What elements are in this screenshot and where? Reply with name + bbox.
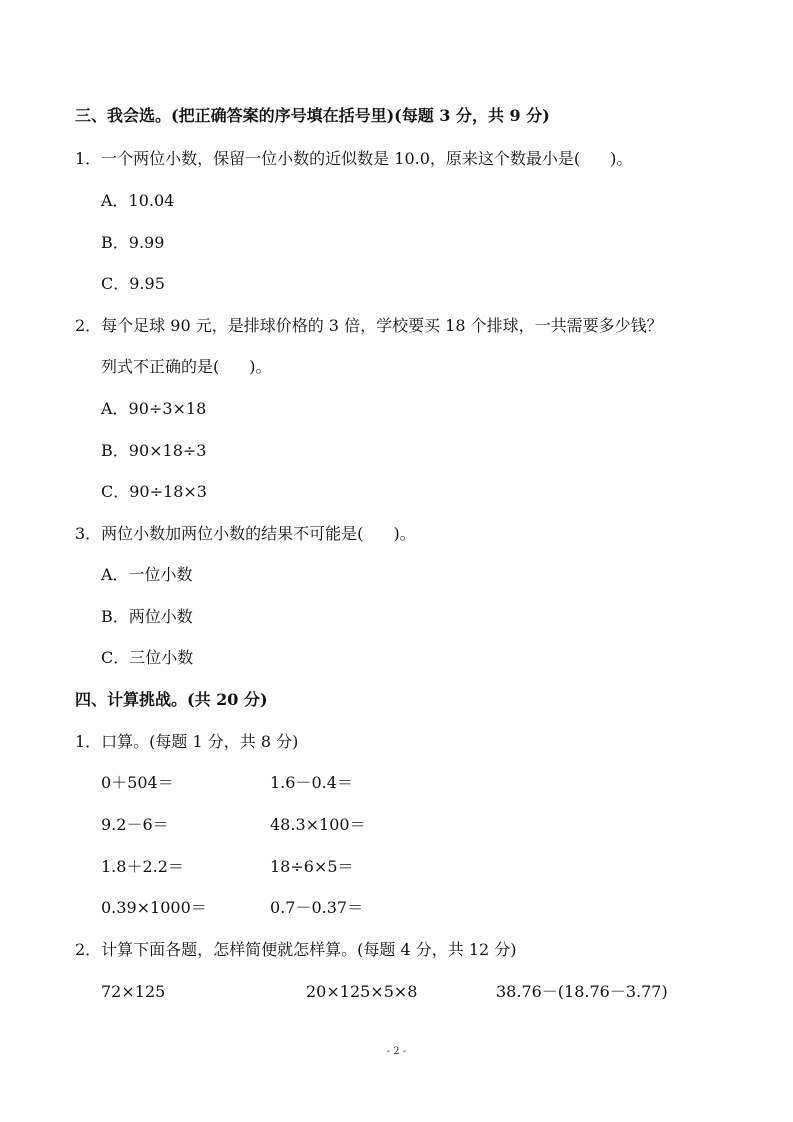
question-2-stem-cont-text: 列式不正确的是( — [101, 357, 220, 376]
question-1-option-b: B．9.99 — [101, 233, 165, 252]
question-3-stem — [75, 523, 416, 545]
mental-math-item: 1.8＋2.2＝ — [101, 857, 184, 876]
question-2-option-c: C．90÷18×3 — [101, 482, 207, 501]
question-2-option-b: B．90×18÷3 — [101, 441, 207, 460]
mental-math-item: 1.6－0.4＝ — [270, 773, 353, 792]
question-1-stem-text: 1．一个两位小数，保留一位小数的近似数是 10.0，原来这个数最小是( — [75, 149, 581, 168]
calc-problem: 38.76－(18.76－3.77) — [496, 982, 668, 1001]
question-1-option-c: C．9.95 — [101, 274, 165, 293]
question-2-stem-cont — [101, 356, 272, 378]
calc-q1-title: 1．口算。(每题 1 分，共 8 分) — [75, 732, 299, 751]
question-3-option-b: B．两位小数 — [101, 607, 193, 626]
question-3-option-a: A．一位小数 — [101, 565, 193, 584]
mental-math-item: 0＋504＝ — [101, 773, 174, 792]
calc-problem: 72×125 — [101, 982, 166, 1001]
question-1-stem — [75, 148, 632, 170]
question-3-stem-text: 3．两位小数加两位小数的结果不可能是( — [75, 524, 364, 543]
question-1-option-a: A．10.04 — [101, 191, 175, 210]
section-3-heading: 三、我会选。(把正确答案的序号填在括号里)(每题 3 分，共 9 分) — [75, 106, 550, 125]
mental-math-item: 0.7－0.37＝ — [270, 898, 364, 917]
section-4-heading: 四、计算挑战。(共 20 分) — [75, 690, 268, 709]
question-1-stem-end: )。 — [610, 149, 633, 168]
mental-math-item: 48.3×100＝ — [270, 815, 366, 834]
mental-math-item: 18÷6×5＝ — [270, 857, 354, 876]
question-3-option-c: C．三位小数 — [101, 648, 194, 667]
calc-problem: 20×125×5×8 — [306, 982, 418, 1001]
mental-math-item: 0.39×1000＝ — [101, 898, 207, 917]
question-2-stem-end: )。 — [249, 357, 272, 376]
question-3-stem-end: )。 — [393, 524, 416, 543]
question-2-option-a: A．90÷3×18 — [101, 399, 207, 418]
calc-q2-title: 2．计算下面各题，怎样简便就怎样算。(每题 4 分，共 12 分) — [75, 940, 517, 959]
mental-math-item: 9.2－6＝ — [101, 815, 169, 834]
question-2-stem: 2．每个足球 90 元，是排球价格的 3 倍，学校要买 18 个排球，一共需要多少钱？ — [75, 316, 663, 335]
page-number: - 2 - — [386, 1046, 407, 1057]
